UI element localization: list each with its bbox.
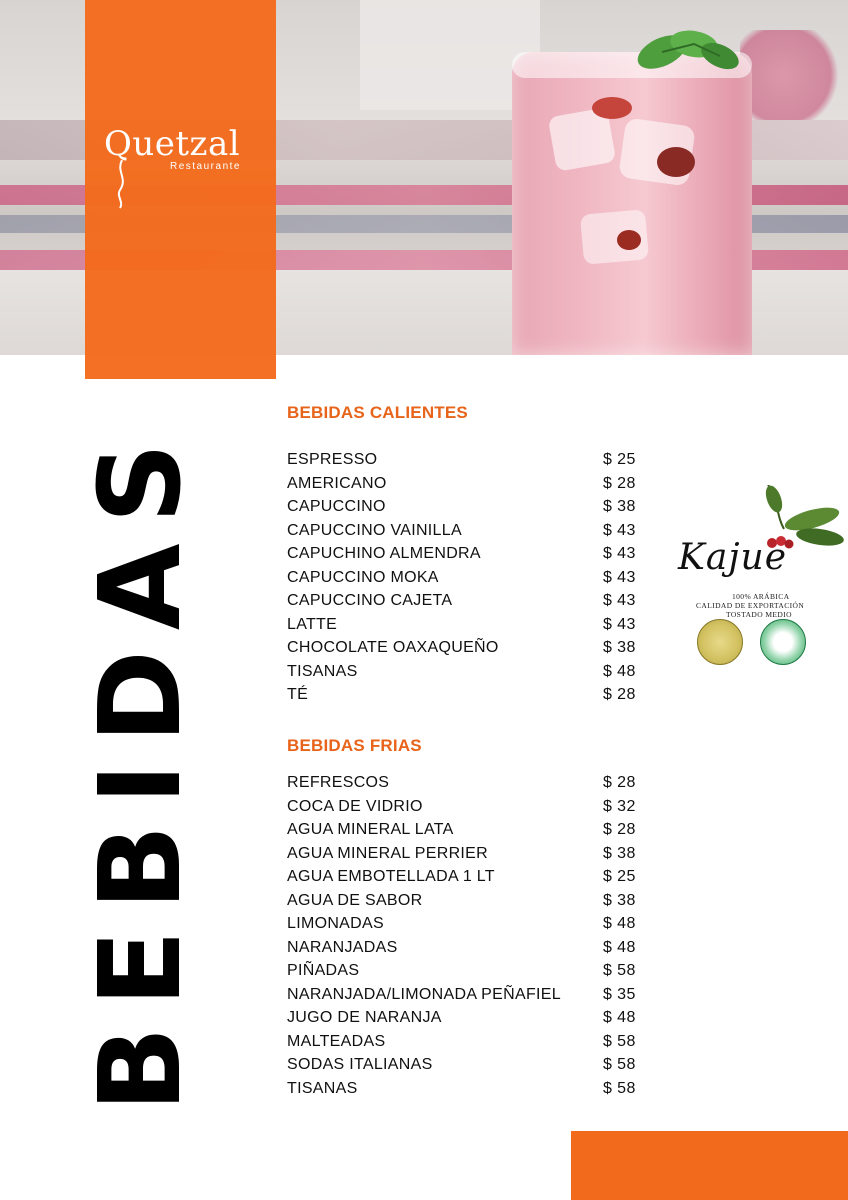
section-title-cold: BEBIDAS FRIAS <box>287 736 422 755</box>
item-price: $ 58 <box>603 1056 636 1073</box>
item-price: $ 43 <box>603 615 636 633</box>
menu-item <box>287 962 647 986</box>
coffee-tagline-3: TOSTADO MEDIO <box>726 610 792 619</box>
menu-item <box>287 545 647 569</box>
menu-item <box>287 939 647 963</box>
menu-item <box>287 569 647 593</box>
menu-item <box>287 1033 647 1057</box>
item-price: $ 43 <box>603 545 636 562</box>
menu-item <box>287 986 647 1010</box>
menu-item <box>287 915 647 939</box>
coffee-tagline-2: CALIDAD DE EXPORTACIÓN <box>696 601 805 610</box>
item-name: CHOCOLATE OAXAQUEÑO <box>287 639 499 656</box>
logo-name: Quetzal <box>104 124 241 164</box>
item-price: $ 58 <box>603 962 636 979</box>
menu-item <box>287 686 647 710</box>
item-name: MALTEADAS <box>287 1032 386 1050</box>
item-name: REFRESCOS <box>287 774 390 791</box>
item-price: $ 28 <box>603 474 636 492</box>
mint-leaf-icon <box>632 22 742 82</box>
coffee-brand-logo <box>670 485 848 675</box>
menu-item <box>287 798 647 822</box>
item-name: AGUA MINERAL LATA <box>287 821 454 838</box>
item-price: $ 38 <box>603 891 636 909</box>
item-name: CAPUCCINO MOKA <box>287 568 439 586</box>
menu-item <box>287 451 647 475</box>
menu-item <box>287 663 647 687</box>
item-price: $ 35 <box>603 985 636 1003</box>
item-price: $ 38 <box>603 639 636 656</box>
item-name: AGUA DE SABOR <box>287 891 423 909</box>
item-price: $ 25 <box>603 868 636 885</box>
menu-item <box>287 475 647 499</box>
item-name: CAPUCHINO ALMENDRA <box>287 545 481 562</box>
section-title-hot: BEBIDAS CALIENTES <box>287 403 468 422</box>
item-name: AGUA EMBOTELLADA 1 LT <box>287 868 495 885</box>
item-price: $ 38 <box>603 498 636 515</box>
item-name: AMERICANO <box>287 474 387 492</box>
page-title: BEBIDAS <box>76 422 206 1112</box>
coffee-tagline-1: 100% ARÁBICA <box>732 592 790 601</box>
footer-accent-bar <box>571 1131 848 1200</box>
item-name: TÉ <box>287 686 309 703</box>
item-price: $ 48 <box>603 1009 636 1026</box>
item-price: $ 43 <box>603 521 636 539</box>
item-price: $ 48 <box>603 915 636 932</box>
menu-item <box>287 774 647 798</box>
item-price: $ 25 <box>603 451 636 468</box>
item-name: JUGO DE NARANJA <box>287 1009 442 1026</box>
item-name: CAPUCCINO <box>287 498 386 515</box>
item-name: COCA DE VIDRIO <box>287 797 423 815</box>
item-name: PIÑADAS <box>287 962 360 979</box>
menu-item <box>287 1056 647 1080</box>
organic-seal-icon <box>760 619 806 665</box>
coffee-brand-name: Kajue <box>678 537 788 578</box>
menu-item <box>287 592 647 616</box>
item-price: $ 28 <box>603 821 636 838</box>
item-name: SODAS ITALIANAS <box>287 1056 433 1073</box>
logo-subtitle: Restaurante <box>170 161 241 172</box>
menu-item <box>287 522 647 546</box>
item-price: $ 48 <box>603 662 636 680</box>
item-price: $ 28 <box>603 774 636 791</box>
item-name: LATTE <box>287 615 338 633</box>
menu-item <box>287 868 647 892</box>
menu-item <box>287 892 647 916</box>
item-price: $ 43 <box>603 592 636 609</box>
item-price: $ 43 <box>603 568 636 586</box>
restaurant-logo <box>104 124 274 214</box>
menu-item <box>287 845 647 869</box>
item-name: CAPUCCINO VAINILLA <box>287 521 462 539</box>
menu-item <box>287 498 647 522</box>
item-price: $ 58 <box>603 1079 636 1097</box>
menu-item <box>287 821 647 845</box>
menu-item <box>287 1080 647 1104</box>
item-name: TISANAS <box>287 662 358 680</box>
menu-item <box>287 639 647 663</box>
item-price: $ 58 <box>603 1032 636 1050</box>
item-name: LIMONADAS <box>287 915 384 932</box>
item-price: $ 38 <box>603 844 636 862</box>
menu-item <box>287 1009 647 1033</box>
item-name: NARANJADA/LIMONADA PEÑAFIEL <box>287 985 561 1003</box>
item-name: AGUA MINERAL PERRIER <box>287 844 489 862</box>
menu-item <box>287 616 647 640</box>
certified-seal-icon <box>697 619 743 665</box>
menu-list-cold <box>287 774 647 1103</box>
item-price: $ 28 <box>603 686 636 703</box>
item-name: TISANAS <box>287 1079 358 1097</box>
menu-list-hot <box>287 451 647 710</box>
quetzal-feather-icon <box>112 160 132 210</box>
item-name: CAPUCCINO CAJETA <box>287 592 453 609</box>
item-name: ESPRESSO <box>287 451 378 468</box>
item-price: $ 48 <box>603 938 636 956</box>
item-name: NARANJADAS <box>287 938 398 956</box>
drink-glass <box>512 52 752 355</box>
item-price: $ 32 <box>603 797 636 815</box>
